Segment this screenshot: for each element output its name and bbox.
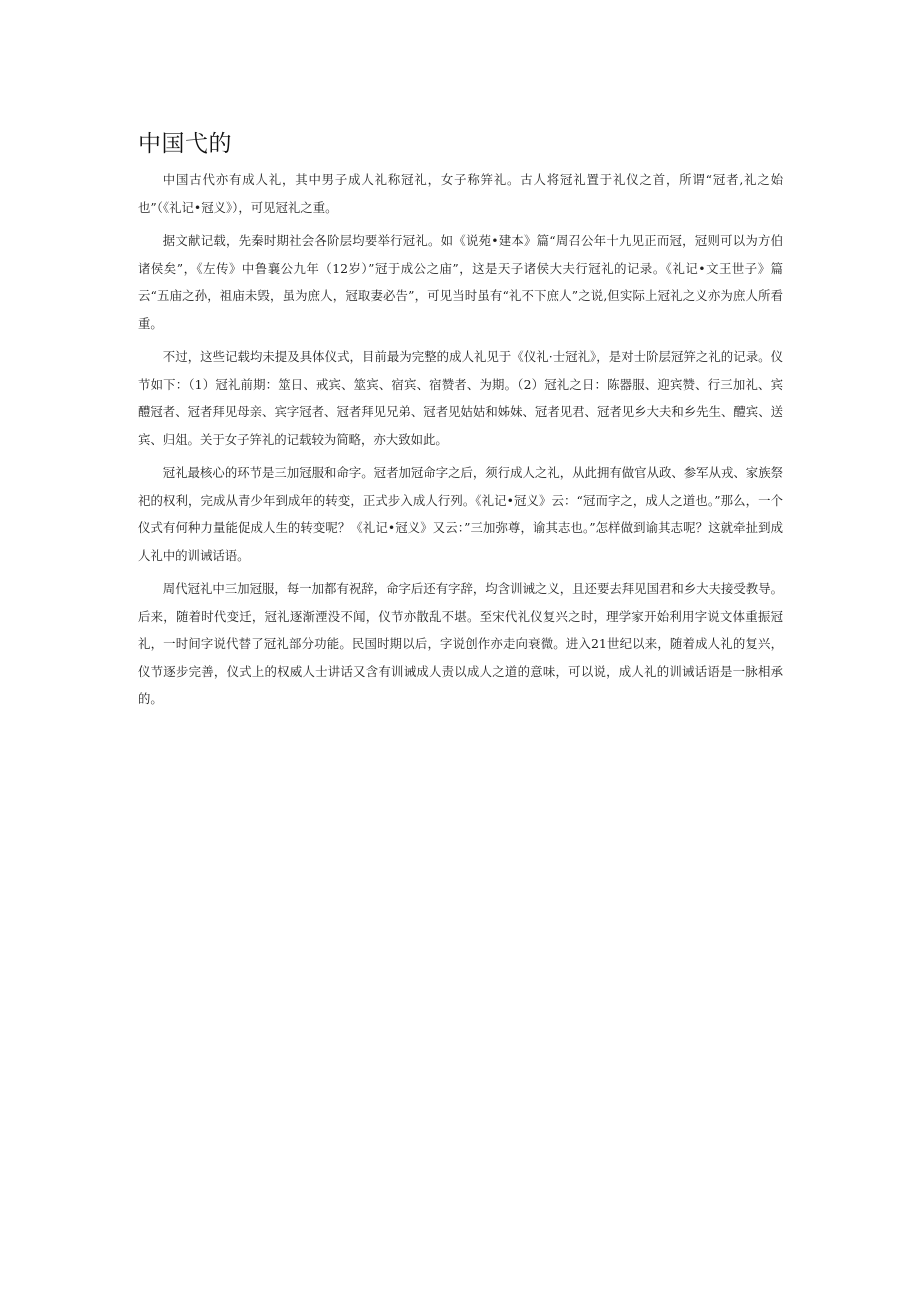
paragraph-3: 不过，这些记载均未提及具体仪式，目前最为完整的成人礼见于《仪礼·士冠礼》，是对士阶层冠笄之礼的记录。仪节如下：（1）冠礼前期：筮日、戒宾、筮宾、宿宾、宿赞者、为期。（2）冠礼之日：陈器服、迎宾赞、行三加礼、宾醴冠者、冠者拜见母亲、宾字冠者、冠者拜见兄弟、冠者见姑姑和姊妹、冠者见君、冠者见乡大夫和乡先生、醴宾、送宾、归俎。关于女子笄礼的记载较为简略，亦大致如此。 bbox=[138, 349, 783, 447]
document-title: 中国弋的 bbox=[138, 131, 232, 157]
paragraph-5: 周代冠礼中三加冠服，每一加都有祝辞，命字后还有字辞，均含训诫之义，且还要去拜见国君和乡大夫接受教导。后来，随着时代变迁，冠礼逐渐湮没不闻，仪节亦散乱不堪。至宋代礼仪复兴之时，理学家开始利用字说文体重振冠礼，一时间字说代替了冠礼部分功能。民国时期以后，字说创作亦走向衰微。进入21世纪以来，随着成人礼的复兴，仪节逐步完善，仪式上的权威人士讲话又含有训诫成人责以成人之道的意味，可以说，成人礼的训诫话语是一脉相承的。 bbox=[138, 581, 783, 706]
paragraph-1: 中国古代亦有成人礼，其中男子成人礼称冠礼，女子称笄礼。古人将冠礼置于礼仪之首，所谓“冠者,礼之始也”（《礼记•冠义》），可见冠礼之重。 bbox=[138, 172, 783, 215]
paragraph-2: 据文献记载，先秦时期社会各阶层均要举行冠礼。如《说苑•建本》篇“周召公年十九见正而冠，冠则可以为方伯诸侯矣”，《左传》中鲁襄公九年（12岁）”冠于成公之庙”，这是天子诸侯大夫行冠礼的记录。《礼记•文王世子》篇云“五庙之孙，祖庙未毁，虽为庶人，冠取妻必告”，可见当时虽有“礼不下庶人”之说,但实际上冠礼之义亦为庶人所看重。 bbox=[138, 233, 783, 331]
paragraph-4: 冠礼最核心的环节是三加冠服和命字。冠者加冠命字之后，须行成人之礼，从此拥有做官从政、参军从戎、家族祭祀的权利，完成从青少年到成年的转变，正式步入成人行列。《礼记•冠义》云：“冠而字之，成人之道也。”那么，一个仪式有何种力量能促成人生的转变呢？《礼记•冠义》又云：”三加弥尊，谕其志也。”怎样做到谕其志呢？这就牵扯到成人礼中的训诫话语。 bbox=[138, 465, 783, 563]
document-body bbox=[138, 166, 783, 719]
